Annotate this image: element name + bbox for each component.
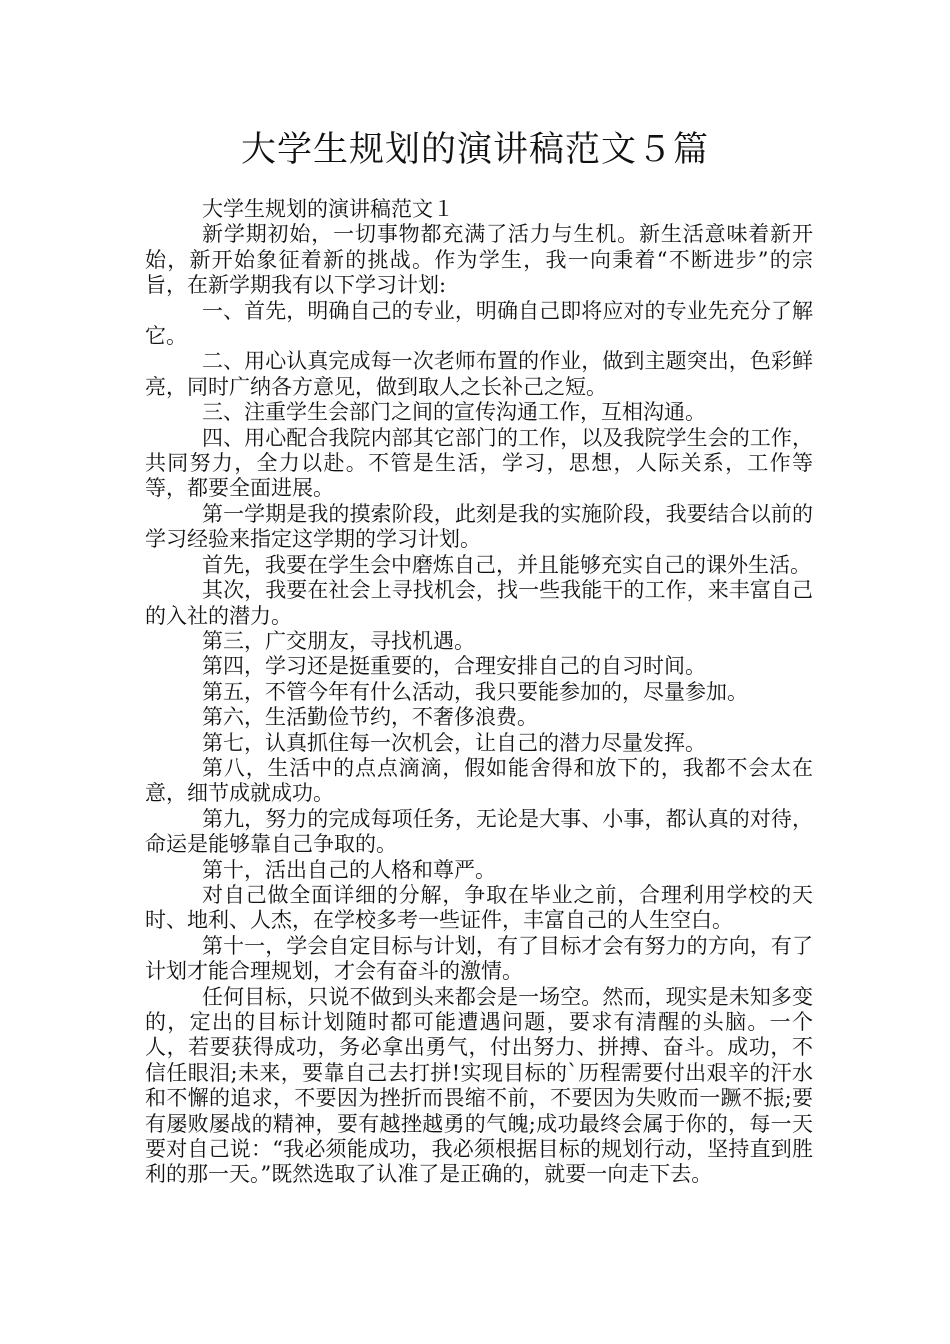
paragraph: 第六，生活勤俭节约，不奢侈浪费。 — [202, 705, 538, 730]
paragraph: 对自己做全面详细的分解，争取在毕业之前，合理利用学校的天时、地利、人杰，在学校多考一些证件，丰富自己的人生空白。 — [145, 882, 813, 933]
paragraph: 第十，活出自己的人格和尊严。 — [202, 857, 496, 882]
paragraph: 四、用心配合我院内部其它部门的工作，以及我院学生会的工作，共同努力，全力以赴。不管是生活，学习，思想，人际关系，工作等等，都要全面进展。 — [145, 425, 813, 501]
paragraph: 第十一，学会自定目标与计划，有了目标才会有努力的方向，有了计划才能合理规划，才会有奋斗的激情。 — [145, 933, 813, 984]
paragraph: 任何目标，只说不做到头来都会是一场空。然而，现实是未知多变的，定出的目标计划随时都可能遭遇问题，要求有清醒的头脑。一个人，若要获得成功，务必拿出勇气，付出努力、拼搏、奋斗。成功，不信任眼泪;未来，要靠自己去打拼!实现目标的`历程需要付出艰辛的汗水和不懈的追求，不要因为挫折而畏缩不前，不要因为失败而一蹶不振;要有屡败屡战的精神，要有越挫越勇的气魄;成功最终会属于你的，每一天要对自己说：“我必须能成功，我必须根据目标的规划行动，坚持直到胜利的那一天。”既然选取了认准了是正确的，就要一向走下去。 — [145, 984, 813, 1187]
paragraph: 三、注重学生会部门之间的宣传沟通工作，互相沟通。 — [202, 400, 706, 425]
paragraph: 第一学期是我的摸索阶段，此刻是我的实施阶段，我要结合以前的学习经验来指定这学期的学习计划。 — [145, 501, 813, 552]
paragraph: 二、用心认真完成每一次老师布置的作业，做到主题突出，色彩鲜亮，同时广纳各方意见，做到取人之长补己之短。 — [145, 349, 813, 399]
paragraph: 第五，不管今年有什么活动，我只要能参加的，尽量参加。 — [202, 679, 748, 704]
section-heading: 大学生规划的演讲稿范文１ — [202, 197, 454, 221]
document-body — [145, 197, 813, 1188]
paragraph: 第四，学习还是挺重要的，合理安排自己的自习时间。 — [202, 654, 706, 679]
paragraph: 第三，广交朋友，寻找机遇。 — [202, 628, 475, 653]
document-title: 大学生规划的演讲稿范文５篇 — [240, 130, 709, 170]
paragraph: 新学期初始，一切事物都充满了活力与生机。新生活意味着新开始，新开始象征着新的挑战。作为学生，我一向秉着“不断进步”的宗旨，在新学期我有以下学习计划: — [145, 222, 813, 298]
paragraph: 第九，努力的完成每项任务，无论是大事、小事，都认真的对待，命运是能够靠自己争取的。 — [145, 806, 813, 857]
paragraph: 首先，我要在学生会中磨炼自己，并且能够充实自己的课外生活。 — [202, 552, 811, 577]
paragraph: 一、首先，明确自己的专业，明确自己即将应对的专业先充分了解它。 — [145, 298, 813, 349]
paragraph: 第七，认真抓住每一次机会，让自己的潜力尽量发挥。 — [202, 730, 706, 755]
paragraph: 第八，生活中的点点滴滴，假如能舍得和放下的，我都不会太在意，细节成就成功。 — [145, 755, 813, 806]
paragraph: 其次，我要在社会上寻找机会，找一些我能干的工作，来丰富自己的入社的潜力。 — [145, 578, 813, 628]
